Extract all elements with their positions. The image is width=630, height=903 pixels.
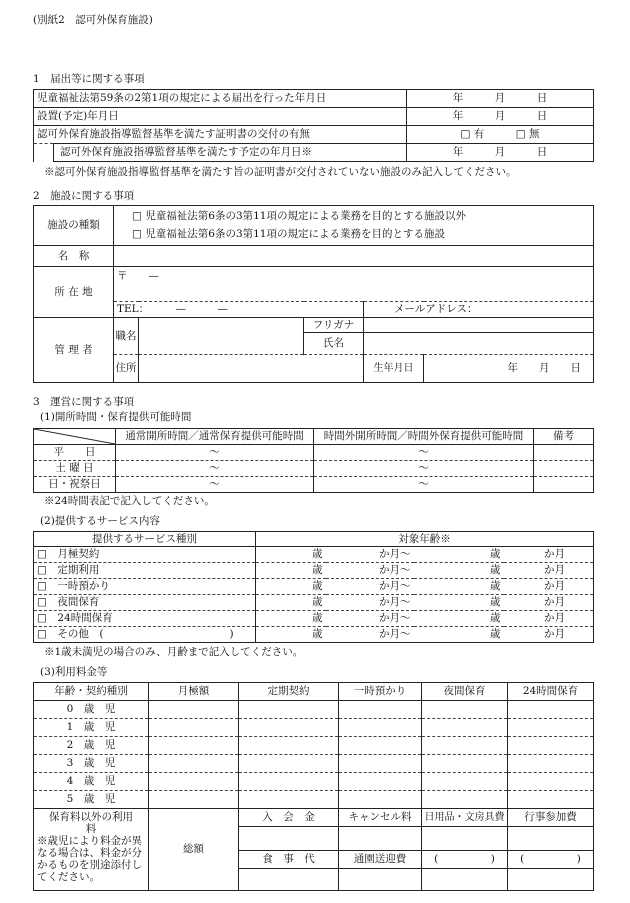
fee-item-cancel: キャンセル料 <box>339 809 422 827</box>
facility-type-option-1[interactable]: □ 児童福祉法第6条の3第11項の規定による業務を目的とする施設以外 <box>132 209 466 222</box>
fee-age-3: 3 歳 児 <box>34 755 149 773</box>
fee-cell[interactable] <box>339 773 422 791</box>
fee-item-supplies: 日用品・文房具費 <box>422 809 508 827</box>
s1-value-2[interactable]: 年 月 日 <box>407 108 594 126</box>
fees-col-age: 年齢・契約種別 <box>34 683 149 701</box>
facility-type-option-2[interactable]: □ 児童福祉法第6条の3第11項の規定による業務を目的とする施設 <box>132 227 445 240</box>
fee-admission-value[interactable] <box>239 827 339 851</box>
hours-holiday-remarks[interactable] <box>534 477 594 493</box>
service-row <box>34 611 594 627</box>
fee-cell[interactable] <box>339 755 422 773</box>
facility-name-field[interactable] <box>114 246 594 267</box>
hours-holiday-normal[interactable]: 〜 <box>116 477 314 493</box>
email-field[interactable]: メールアドレス： <box>364 302 594 318</box>
s1-value-4[interactable]: 年 月 日 <box>407 144 594 162</box>
age-from-years[interactable]: 歳 <box>256 547 326 563</box>
fee-cancel-value[interactable] <box>339 827 422 851</box>
furigana-field[interactable] <box>364 318 594 333</box>
service-regular[interactable]: □ 定期利用 <box>34 563 256 579</box>
hours-holiday-extra[interactable]: 〜 <box>314 477 534 493</box>
fee-cell[interactable] <box>508 701 594 719</box>
age-to-years[interactable]: 歳 <box>414 563 504 579</box>
hours-row-weekday: 平 日 <box>34 445 116 461</box>
services-col-age: 対象年齢※ <box>256 532 594 547</box>
manager-name-label: 氏名 <box>304 333 364 355</box>
other-fees-total: 総額 <box>149 809 239 891</box>
section2-heading: 2 施設に関する事項 <box>33 190 135 202</box>
fee-age-0: 0 歳 児 <box>34 701 149 719</box>
fee-cell[interactable] <box>508 719 594 737</box>
service-row <box>34 579 594 595</box>
fee-row <box>34 755 594 773</box>
fee-cell[interactable] <box>422 701 508 719</box>
fee-custom-1-value[interactable] <box>422 869 508 891</box>
hours-saturday-normal[interactable]: 〜 <box>116 461 314 477</box>
s1-label-2: 設置(予定)年月日 <box>34 108 407 126</box>
fee-cell[interactable] <box>339 701 422 719</box>
s1-value-3[interactable]: □ 有 □ 無 <box>407 126 594 144</box>
fee-cell[interactable] <box>149 737 239 755</box>
services-note: ※1歳未満児の場合のみ、月齢まで記入してください。 <box>44 646 304 658</box>
fees-col-temporary: 一時預かり <box>339 683 422 701</box>
services-heading: (2)提供するサービス内容 <box>40 515 160 527</box>
fee-row <box>34 701 594 719</box>
fee-cell[interactable] <box>422 719 508 737</box>
fee-cell[interactable] <box>508 737 594 755</box>
age-from-months[interactable]: か月〜 <box>326 579 414 595</box>
fee-cell[interactable] <box>149 773 239 791</box>
fee-cell[interactable] <box>508 755 594 773</box>
fee-row <box>34 737 594 755</box>
age-from-years[interactable]: 歳 <box>256 595 326 611</box>
fee-transport-value[interactable] <box>339 869 422 891</box>
s1-label-1: 児童福祉法第59条の2第1項の規定による届出を行った年月日 <box>34 90 407 108</box>
other-fees-label <box>34 809 149 891</box>
age-from-months[interactable]: か月〜 <box>326 547 414 563</box>
services-col-type: 提供するサービス種別 <box>34 532 256 547</box>
age-to-months[interactable]: か月 <box>504 627 594 643</box>
age-to-years[interactable]: 歳 <box>414 595 504 611</box>
fees-col-regular: 定期契約 <box>239 683 339 701</box>
fee-item-admission: 入 会 金 <box>239 809 339 827</box>
residence-field[interactable] <box>139 355 364 383</box>
form-title: (別紙2 認可外保育施設) <box>33 14 153 26</box>
fee-item-custom-2[interactable]: ( ) <box>508 851 594 869</box>
fee-events-value[interactable] <box>508 827 594 851</box>
fee-cell[interactable] <box>239 737 339 755</box>
fee-item-custom-1[interactable]: ( ) <box>422 851 508 869</box>
age-from-months[interactable]: か月〜 <box>326 627 414 643</box>
hours-col-remarks: 備考 <box>534 429 594 445</box>
age-to-years[interactable]: 歳 <box>414 627 504 643</box>
fee-cell[interactable] <box>149 755 239 773</box>
section2-table <box>33 205 594 383</box>
fees-heading: (3)利用料金等 <box>40 666 108 678</box>
fee-row <box>34 719 594 737</box>
hours-weekday-normal[interactable]: 〜 <box>116 445 314 461</box>
service-night[interactable]: □ 夜間保育 <box>34 595 256 611</box>
s1-indent <box>34 144 54 162</box>
service-temporary[interactable]: □ 一時預かり <box>34 579 256 595</box>
services-table <box>33 531 594 643</box>
service-monthly[interactable]: □ 月極契約 <box>34 547 256 563</box>
hours-row-holiday: 日・祝祭日 <box>34 477 116 493</box>
fee-supplies-value[interactable] <box>422 827 508 851</box>
hours-saturday-extra[interactable]: 〜 <box>314 461 534 477</box>
hours-weekday-remarks[interactable] <box>534 445 594 461</box>
fee-cell[interactable] <box>239 719 339 737</box>
s1-label-4: 認可外保育施設指導監督基準を満たす予定の年月日※ <box>54 144 407 162</box>
job-title-field[interactable] <box>139 318 304 355</box>
fee-age-1: 1 歳 児 <box>34 719 149 737</box>
age-from-years[interactable]: 歳 <box>256 563 326 579</box>
age-to-months[interactable]: か月 <box>504 579 594 595</box>
tel-field[interactable]: TEL： — — <box>114 302 364 318</box>
fee-age-4: 4 歳 児 <box>34 773 149 791</box>
fee-item-events: 行事参加費 <box>508 809 594 827</box>
hours-corner-cell <box>34 429 116 445</box>
fees-col-night: 夜間保育 <box>422 683 508 701</box>
facility-type-label: 施設の種類 <box>34 206 114 246</box>
manager-label: 管 理 者 <box>34 318 114 383</box>
fee-row <box>34 791 594 809</box>
age-to-years[interactable]: 歳 <box>414 547 504 563</box>
hours-col-normal: 通常開所時間／通常保育提供可能時間 <box>116 429 314 445</box>
age-to-months[interactable]: か月 <box>504 563 594 579</box>
hours-table <box>33 428 594 493</box>
fee-cell[interactable] <box>239 773 339 791</box>
section3-heading: 3 運営に関する事項 <box>33 396 135 408</box>
age-from-years[interactable]: 歳 <box>256 611 326 627</box>
fee-cell[interactable] <box>239 755 339 773</box>
fee-item-transport: 通園送迎費 <box>339 851 422 869</box>
age-to-months[interactable]: か月 <box>504 595 594 611</box>
facility-name-label: 名 称 <box>34 246 114 267</box>
other-fees-note: ※歳児により料金が異なる場合は、料金が分かるものを別途添付してください。 <box>37 835 142 884</box>
address-field[interactable]: 〒 — <box>114 267 594 302</box>
section1-note: ※認可外保育施設指導監督基準を満たす旨の証明書が交付されていない施設のみ記入してください。 <box>44 166 517 178</box>
fee-age-5: 5 歳 児 <box>34 791 149 809</box>
s1-label-3: 認可外保育施設指導監督基準を満たす証明書の交付の有無 <box>34 126 407 144</box>
hours-saturday-remarks[interactable] <box>534 461 594 477</box>
fee-cell[interactable] <box>422 755 508 773</box>
fee-cell[interactable] <box>339 719 422 737</box>
hours-row-saturday: 土 曜 日 <box>34 461 116 477</box>
age-from-years[interactable]: 歳 <box>256 579 326 595</box>
age-from-months[interactable]: か月〜 <box>326 563 414 579</box>
fee-cell[interactable] <box>149 791 239 809</box>
fee-cell[interactable] <box>239 701 339 719</box>
fees-table <box>33 682 594 891</box>
service-row <box>34 627 594 643</box>
fee-cell[interactable] <box>508 791 594 809</box>
birth-field[interactable]: 年 月 日 <box>424 355 594 383</box>
fee-meal-value[interactable] <box>239 869 339 891</box>
other-fees-title: 保育料以外の利用料 <box>49 811 133 836</box>
fee-row <box>34 773 594 791</box>
service-row <box>34 547 594 563</box>
fee-cell[interactable] <box>239 791 339 809</box>
service-row <box>34 563 594 579</box>
hours-weekday-extra[interactable]: 〜 <box>314 445 534 461</box>
birth-label: 生年月日 <box>364 355 424 383</box>
s1-value-1[interactable]: 年 月 日 <box>407 90 594 108</box>
fees-col-monthly: 月極額 <box>149 683 239 701</box>
age-to-months[interactable]: か月 <box>504 547 594 563</box>
hours-note: ※24時間表記で記入してください。 <box>44 495 215 507</box>
fee-cell[interactable] <box>422 773 508 791</box>
fee-cell[interactable] <box>508 773 594 791</box>
job-title-label: 職名 <box>114 318 139 355</box>
fee-cell[interactable] <box>422 737 508 755</box>
fees-col-24h: 24時間保育 <box>508 683 594 701</box>
fee-custom-2-value[interactable] <box>508 869 594 891</box>
age-to-years[interactable]: 歳 <box>414 579 504 595</box>
fee-cell[interactable] <box>422 791 508 809</box>
address-label: 所 在 地 <box>34 267 114 318</box>
fee-cell[interactable] <box>339 737 422 755</box>
section1-table <box>33 89 594 162</box>
hours-col-extra: 時間外開所時間／時間外保育提供可能時間 <box>314 429 534 445</box>
fee-cell[interactable] <box>149 701 239 719</box>
fee-cell[interactable] <box>149 719 239 737</box>
age-to-years[interactable]: 歳 <box>414 611 504 627</box>
service-other[interactable]: □ その他 ( ) <box>34 627 256 643</box>
hours-heading: (1)開所時間・保育提供可能時間 <box>40 411 192 423</box>
residence-label: 住所 <box>114 355 139 383</box>
service-24h[interactable]: □ 24時間保育 <box>34 611 256 627</box>
age-to-months[interactable]: か月 <box>504 611 594 627</box>
age-from-months[interactable]: か月〜 <box>326 611 414 627</box>
fee-age-2: 2 歳 児 <box>34 737 149 755</box>
furigana-label: フリガナ <box>304 318 364 333</box>
age-from-months[interactable]: か月〜 <box>326 595 414 611</box>
section1-heading: 1 届出等に関する事項 <box>33 73 145 85</box>
fee-item-meal: 食 事 代 <box>239 851 339 869</box>
manager-name-field[interactable] <box>364 333 594 355</box>
service-row <box>34 595 594 611</box>
age-from-years[interactable]: 歳 <box>256 627 326 643</box>
fee-cell[interactable] <box>339 791 422 809</box>
